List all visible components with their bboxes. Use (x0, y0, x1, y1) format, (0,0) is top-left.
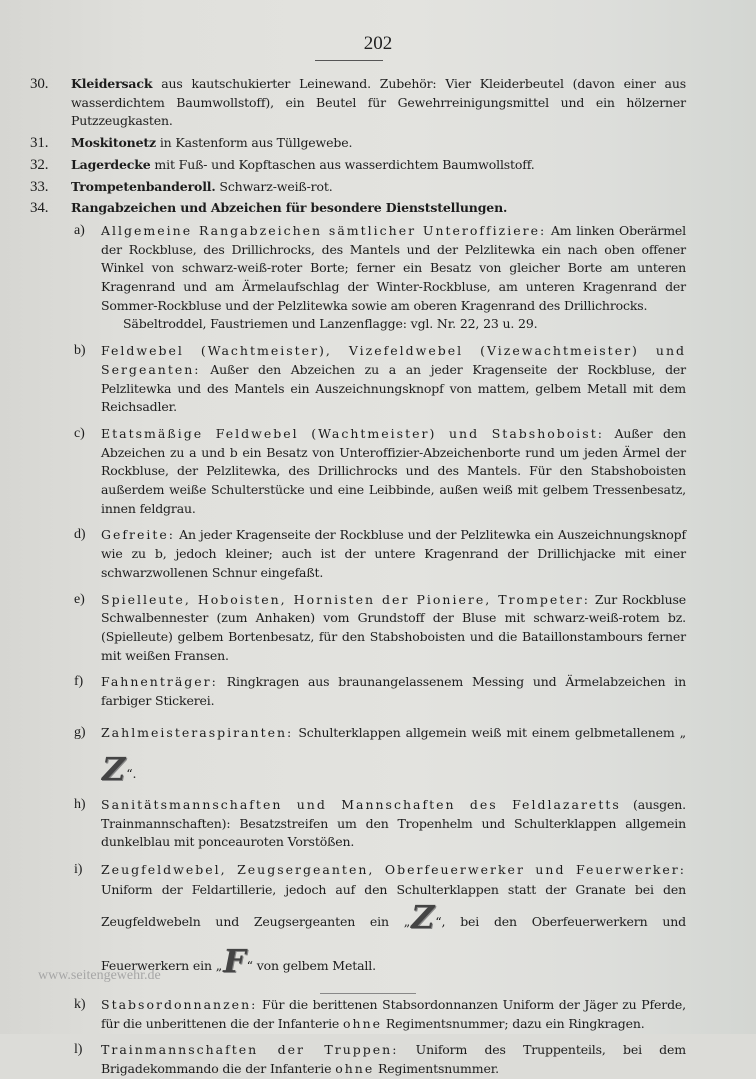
list-item-30 (30, 75, 686, 131)
item-number: 34. (30, 200, 49, 217)
subitem-heading: Fahnenträger: (101, 674, 218, 690)
f-insignia-symbol: F (223, 941, 246, 980)
subitem-e (30, 591, 686, 666)
subitem-text: Am linken Oberärmel der Rockbluse, des Drillichrocks, des Mantels und der Pelzlitewka ein nach oben offener Winkel von schwarz-weiß-roter Borte; ferner ein Besatz von gleicher Borte am unteren Kragenrand und am Ärmelaufschlag der Winter-Rockbluse, am unteren Kragenrand der Sommer-Rockbluse und der Pelzlitewka sowie am oberen Kragenrand des Drillichrocks. (101, 222, 686, 313)
item-text: in Kastenform aus Tüllgewebe. (156, 135, 353, 151)
item-text: Schwarz-weiß-rot. (215, 178, 333, 194)
subitem-letter: d) (74, 527, 86, 543)
subitem-heading: Gefreite: (101, 527, 176, 543)
footer-rule (320, 993, 416, 994)
subitem-text-2: Regimentsnummer. (374, 1061, 499, 1077)
open-quote: „ (215, 957, 223, 973)
subitem-l (30, 1041, 686, 1078)
subitem-g (30, 713, 686, 794)
list-item-34 (30, 199, 686, 218)
list-item-32 (30, 156, 686, 175)
subitem-text-2: , bei den Oberfeuerwerkern und Feuerwerkern ein (101, 913, 686, 973)
page-number: 202 (363, 33, 393, 54)
subitem-text: Ringkragen aus braunangelassenem Messing und Ärmelabzeichen in farbiger Stickerei. (101, 674, 686, 709)
subitem-text: Für die berittenen Stabsordonnanzen Uniform der Jäger zu Pferde, für die unberittenen die der Infanterie (101, 996, 686, 1031)
list-item-31 (30, 134, 686, 153)
sentence-end: . (132, 765, 137, 781)
subitem-letter: e) (74, 591, 85, 607)
item-term: Rangabzeichen und Abzeichen für besondere Dienststellungen. (71, 200, 508, 216)
subitem-text: Außer den Abzeichen zu a an jeder Kragenseite der Rockbluse, der Pelzlitewka und des Mantels ein Auszeichnungsknopf von mattem, gelbem Metall mit dem Reichsadler. (101, 361, 686, 415)
subitem-text: An jeder Kragenseite der Rockbluse und der Pelzlitewka ein Auszeichnungsknopf wie zu b, jedoch kleiner; auch ist der untere Kragenrand der Drillichjacke mit einer schwarzwollenen Schnur eingefaßt. (101, 527, 686, 580)
z-insignia-symbol: Z (411, 897, 435, 936)
list-item-33 (30, 178, 686, 197)
subitem-heading: Zeugfeldwebel, Zeugsergeanten, Oberfeuerwerker und Feuerwerker: (101, 861, 686, 877)
close-quote: “ (435, 913, 442, 929)
item-term: Moskitonetz (71, 135, 156, 151)
item-number: 31. (30, 135, 49, 152)
item-number: 30. (30, 76, 49, 92)
subitem-text-3: von gelbem Metall. (252, 957, 376, 973)
subitem-k (30, 996, 686, 1033)
subitem-heading: Sanitätsmannschaften und Mannschaften des Feldlazaretts (101, 796, 621, 812)
subitem-a (30, 222, 686, 334)
subitem-letter: f) (74, 674, 84, 690)
subitem-letter: b) (74, 343, 86, 359)
watermark: www.seitengewehr.de (38, 968, 161, 983)
subitem-text: Uniform des Truppenteils, bei dem Brigadekommando die der Infanterie (101, 1042, 686, 1077)
subitem-letter: a) (74, 222, 85, 238)
spaced-word: ohne (335, 1061, 375, 1077)
subitem-letter: i) (74, 861, 83, 877)
subitem-text-2: Regimentsnummer; dazu ein Ringkragen. (382, 1015, 645, 1031)
subitem-letter: g) (74, 724, 86, 740)
subitem-letter: c) (74, 425, 85, 441)
subitem-h (30, 796, 686, 852)
open-quote: „ (679, 724, 686, 740)
subitem-letter: k) (74, 996, 86, 1012)
close-quote: “ (246, 957, 253, 973)
subitem-heading: Trainmannschaften der Truppen: (101, 1042, 399, 1058)
subitem-text: Uniform der Feldartillerie, jedoch auf den Schulterklappen statt der Granate bei den Zeugfeldwebeln und Zeugsergeanten ein (101, 881, 686, 929)
subitem-f (30, 673, 686, 710)
subitem-heading: Stabsordonnanzen: (101, 996, 258, 1012)
subitem-heading: Etatsmäßige Feldwebel (Wachtmeister) und Stabshoboist: (101, 425, 604, 441)
header-rule (315, 60, 383, 61)
subitem-d (30, 526, 686, 582)
subitem-heading: Zahlmeisteraspiranten: (101, 724, 294, 740)
item-text: mit Fuß- und Kopftaschen aus wasserdichtem Baumwollstoff. (150, 156, 535, 172)
open-quote: „ (403, 913, 411, 929)
subitem-text: Außer den Abzeichen zu a und b ein Besatz von Unteroffizier-Abzeichenborte rund um jeden Ärmel der Rockbluse, der Pelzlitewka, des Drillichrocks und des Mantels. Für den Stabshoboisten außerdem weiße Schulterstücke und eine Leibbinde, außen weiß mit gelbem Tressenbesatz, innen feldgrau. (101, 425, 686, 516)
subitem-b (30, 342, 686, 417)
item-term: Trompetenbanderoll. (71, 178, 216, 194)
z-insignia-symbol: Z (102, 749, 126, 788)
item-term: Lagerdecke (71, 156, 151, 172)
item-number: 32. (30, 156, 49, 173)
subitem-c (30, 425, 686, 519)
subitem-heading: Feldwebel (Wachtmeister), Vizefeldwebel (Vizewachtmeister) und Sergeanten: (101, 343, 686, 377)
page-body (30, 75, 686, 1079)
spaced-word: ohne (343, 1015, 383, 1031)
subitem-text: Schulterklappen allgemein weiß mit einem gelbmetallenem (293, 724, 675, 740)
subitem-letter: h) (74, 796, 86, 812)
item-number: 33. (30, 178, 49, 195)
close-quote: “ (126, 765, 133, 781)
subitem-note: Säbeltroddel, Faustriemen und Lanzenflagge: vgl. Nr. 22, 23 u. 29. (123, 316, 538, 332)
subitem-text: Zur Rockbluse Schwalbennester (zum Anhaken) vom Grundstoff der Bluse mit schwarz-weiß-rotem bz. (Spielleute) gelbem Bortenbesatz, für den Stabshoboisten und die Bataillonstambours ferner mit weißen Fransen. (101, 591, 686, 663)
subitem-heading: Spielleute, Hoboisten, Hornisten der Pioniere, Trompeter: (101, 591, 590, 607)
subitem-text: (ausgen. Trainmannschaften): Besatzstreifen um den Tropenhelm und Schulterklappen allgemein dunkelblau mit ponceauroten Vorstößen. (101, 796, 686, 850)
item-text: aus kautschukierter Leinewand. Zubehör: Vier Kleiderbeutel (davon einer aus wasserdichtem Baumwollstoff), ein Beutel für Gewehrreinigungsmittel und ein hölzerner Putzzeugkasten. (71, 76, 686, 129)
subitem-heading: Allgemeine Rangabzeichen sämtlicher Unteroffiziere: (101, 222, 547, 238)
item-term: Kleidersack (71, 76, 153, 91)
subitem-letter: l) (74, 1042, 83, 1058)
